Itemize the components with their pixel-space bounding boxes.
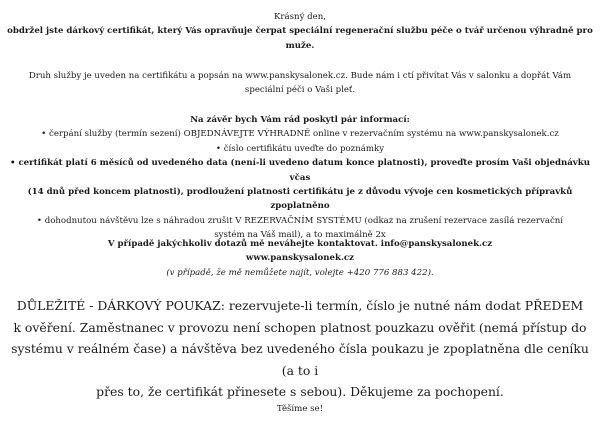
contact-website: www.panskysalonek.cz [245, 253, 355, 264]
info-bullet-line: systém na Váš mail), a to maximálně 2x [214, 230, 386, 241]
closing-section [0, 402, 600, 416]
info-bullet-line: (14 dnů před koncem platnosti), prodloužení platnosti certifikátu je z důvodu vývoje cen kosmetických přípravků zpoplatněno [27, 187, 573, 212]
greeting-title: Krásný den, [273, 12, 327, 22]
important-line-2: k ověření. Zaměstnanec v provozu není schopen platnost pouzkazu ověřit (nemá přístup do [13, 319, 587, 335]
info-bullet-line: • čerpání služby (termín sezení) OBJEDNÁVEJTE VÝHRADNĚ online v rezervačním systému na www.panskysalonek.cz [41, 129, 559, 140]
contact-phone-note: (v případě, že mě nemůžete najít, volejte +420 776 883 422). [166, 267, 434, 278]
info-bullet-line: • dohodnutou návštěvu lze s náhradou zrušit V REZERVAČNÍM SYSTÉMU (odkaz na zrušení rezervace zasílá rezervační [36, 215, 564, 226]
info-heading: Na závěr bych Vám rád poskytl pár informací: [190, 115, 410, 125]
contact-section [0, 237, 600, 280]
greeting-line-2: muže. [285, 40, 315, 51]
important-line-1: DŮLEŽITÉ - DÁRKOVÝ POUKAZ: rezervujete-li termín, číslo je nutné nám dodat PŘEDEM [16, 298, 584, 313]
closing-text: Těšíme se! [276, 404, 324, 414]
important-line-4: přes to, že certifikát přinesete s sebou). Děkujeme za pochopení. [96, 384, 504, 399]
important-notice [0, 295, 600, 403]
service-line-1: Druh služby je uveden na certifikátu a popsán na www.panskysalonek.cz. Bude nám i ctí přivítat Vás v salonku a dopřát Vám [28, 71, 572, 81]
info-bullet-line: • číslo certifikátu uveďte do poznámky [215, 143, 385, 154]
important-line-3: systému v reálném čase) a návštěva bez uvedeného čísla poukazu je zpoplatněna dle ceníku (a to i [11, 341, 589, 378]
greeting-section [0, 10, 600, 53]
service-line-2: speciální péči o Vaši pleť. [244, 85, 356, 96]
info-bullet-line: • certifikát platí 6 měsíců od uvedeného data (není-li uvedeno datum konce platnosti), proveďte prosím Vaši objednávku včas [9, 158, 591, 183]
greeting-line-1: obdržel jste dárkový certifikát, který Vás opravňuje čerpat speciální regenerační službu péče o tvář určenou výhradně pro [7, 26, 593, 37]
info-section [0, 113, 600, 243]
contact-line-1: V případě jakýchkoliv dotazů mě neváhejte kontaktovat. info@panskysalonek.cz [107, 239, 493, 249]
service-section [0, 69, 600, 98]
